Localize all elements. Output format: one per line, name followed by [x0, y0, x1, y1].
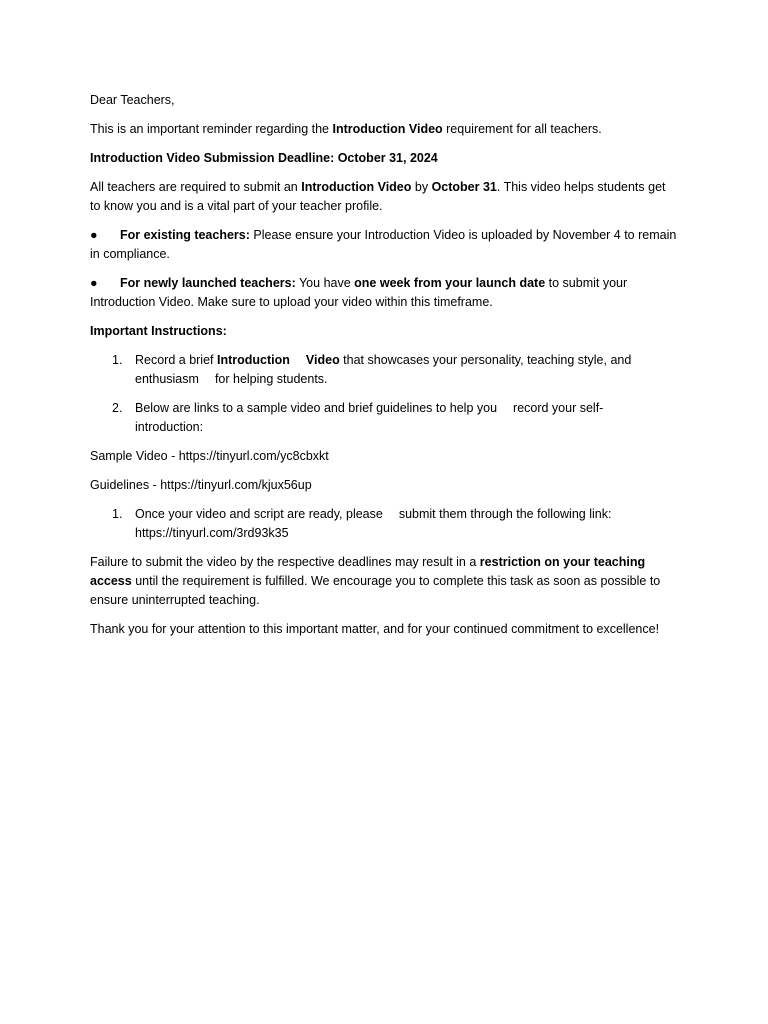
instruction-item-2: 2. Below are links to a sample video and brief guidelines to help you record your self- introduction:: [112, 401, 604, 434]
intro-bold: Introduction Video: [332, 122, 443, 136]
requirement-paragraph: All teachers are required to submit an Introduction Video by October 31. This video helps students get to know you and is a vital part of your teacher profile.: [90, 180, 666, 213]
closing-paragraph: Thank you for your attention to this important matter, and for your continued commitment to excellence!: [90, 622, 660, 636]
sample-video-line: Sample Video - https://tinyurl.com/yc8cbxkt: [90, 449, 329, 463]
greeting: Dear Teachers,: [90, 93, 175, 107]
intro-paragraph: [90, 120, 678, 139]
sample-video-link[interactable]: https://tinyurl.com/yc8cbxkt: [178, 449, 329, 463]
intro-text-end: requirement for all teachers.: [442, 122, 602, 136]
bullet-icon: ●: [90, 276, 98, 290]
intro-text: This is an important reminder regarding the: [90, 122, 333, 136]
deadline-heading: Introduction Video Submission Deadline: October 31, 2024: [90, 151, 438, 165]
instruction-item-1: 1. Record a brief Introduction Video that showcases your personality, teaching style, and enthusiasm for helping students.: [112, 353, 632, 386]
bullet-existing-teachers: ● For existing teachers: Please ensure your Introduction Video is uploaded by November 4 to remain in compliance.: [90, 228, 677, 261]
failure-paragraph: Failure to submit the video by the respective deadlines may result in a restriction on your teaching access until the requirement is fulfilled. We encourage you to complete this task as soon as possible to ensure uninterrupted teaching.: [90, 555, 661, 607]
instructions-heading: Important Instructions:: [90, 324, 227, 338]
guidelines-link[interactable]: https://tinyurl.com/kjux56up: [160, 478, 312, 492]
submit-link[interactable]: https://tinyurl.com/3rd93k35: [135, 526, 289, 540]
bullet-new-teachers: ● For newly launched teachers: You have one week from your launch date to submit your Introduction Video. Make sure to upload your video within this timeframe.: [90, 276, 628, 309]
submit-item: 1. Once your video and script are ready, please submit them through the following link: https://tinyurl.com/3rd93k35: [112, 507, 612, 540]
bullet-icon: ●: [90, 228, 98, 242]
guidelines-line: Guidelines - https://tinyurl.com/kjux56up: [90, 478, 312, 492]
